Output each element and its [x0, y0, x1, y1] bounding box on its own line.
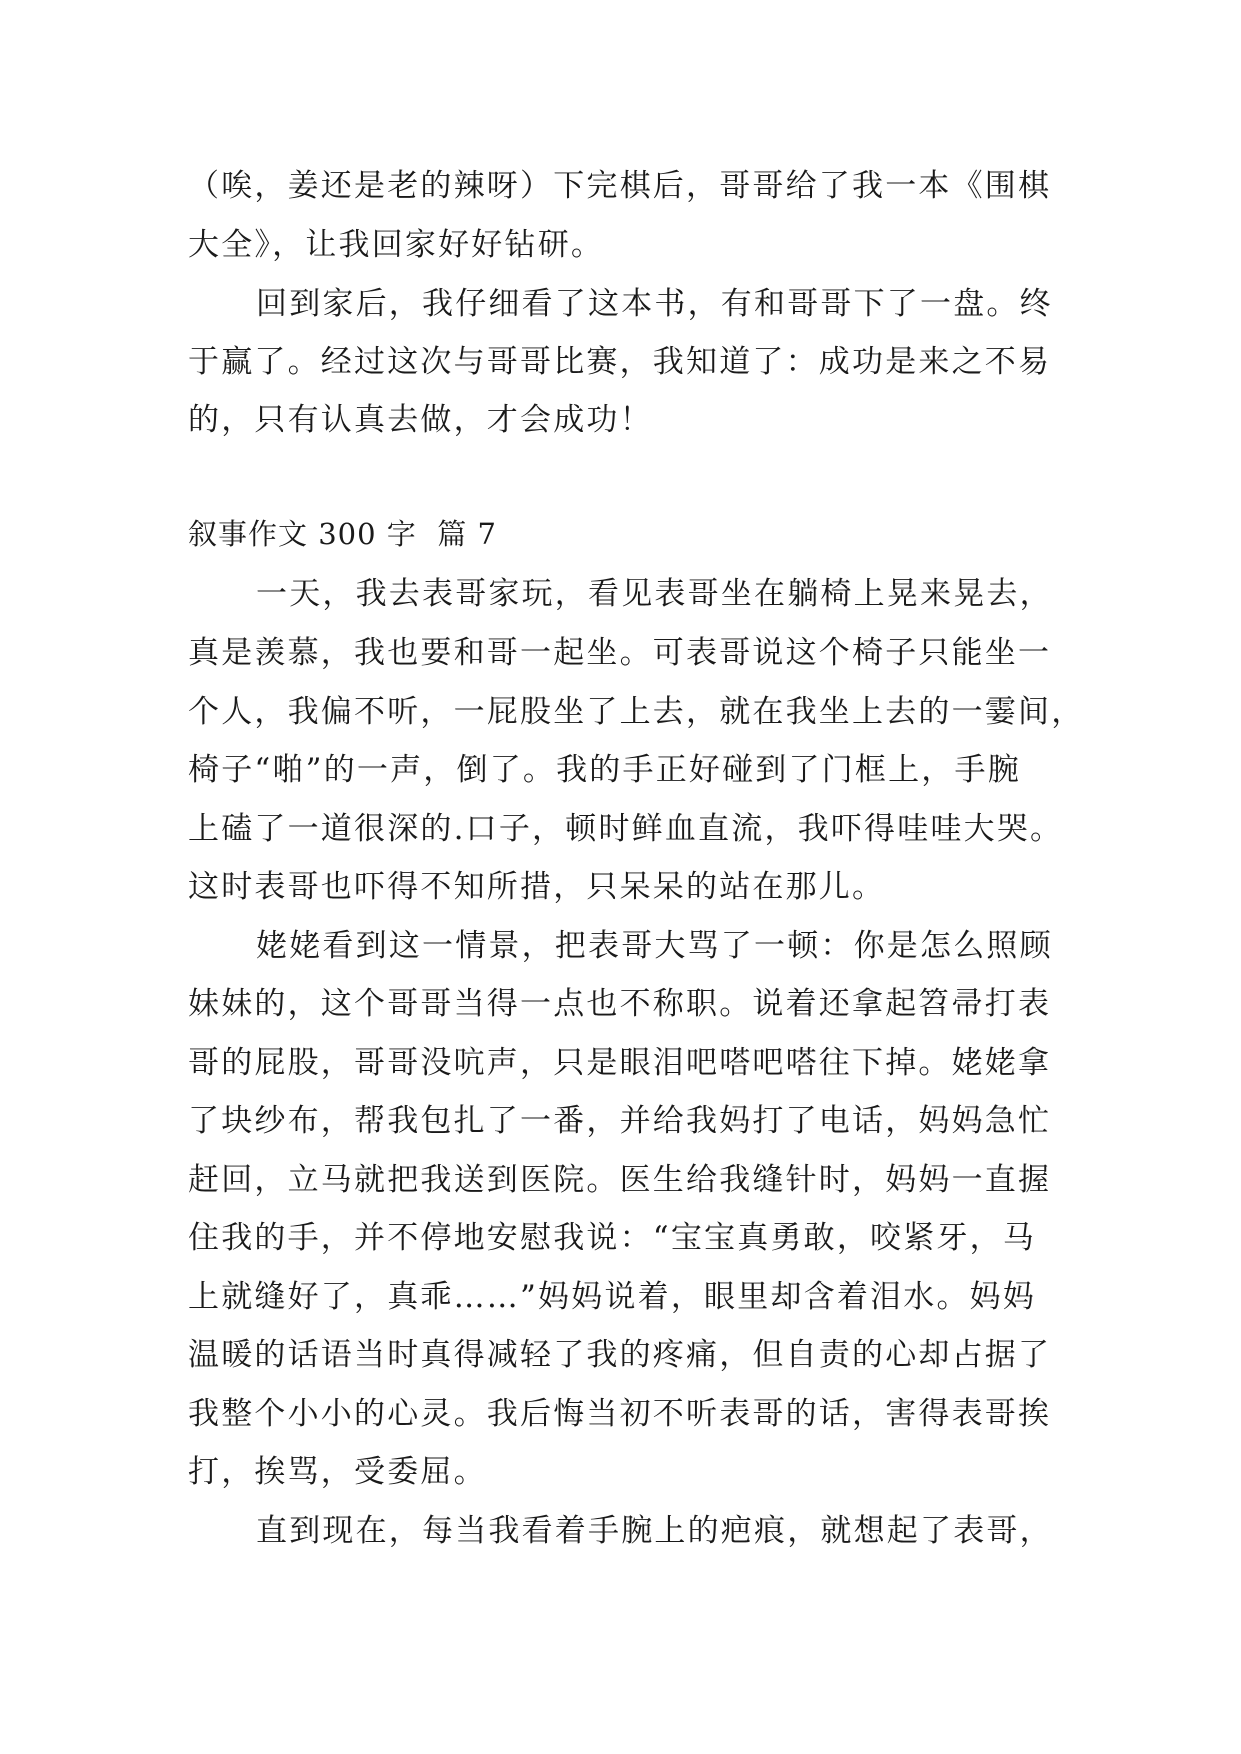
text-line: 我整个小小的心灵。我后悔当初不听表哥的话，害得表哥挨 — [188, 1396, 1052, 1432]
text-line: （唉，姜还是老的辣呀）下完棋后，哥哥给了我一本《围棋 — [188, 168, 1052, 204]
text-line: 上磕了一道很深的.口子，顿时鲜血直流，我吓得哇哇大哭。 — [188, 811, 1064, 847]
text-line: 打，挨骂，受委屈。 — [188, 1454, 487, 1490]
text-line: 于赢了。经过这次与哥哥比赛，我知道了：成功是来之不易 — [188, 344, 1052, 380]
text-line: 大全》，让我回家好好钻研。 — [188, 227, 605, 263]
text-line: 这时表哥也吓得不知所措，只呆呆的站在那儿。 — [188, 869, 886, 905]
paragraph-first-line: 一天，我去表哥家玩，看见表哥坐在躺椅上晃来晃去， — [256, 576, 1053, 612]
text-line: 椅子“啪”的一声，倒了。我的手正好碰到了门框上，手腕 — [188, 752, 1021, 788]
text-line: 的，只有认真去做，才会成功！ — [188, 402, 653, 438]
section-title: 叙事作文 300 字 篇 7 — [188, 517, 497, 551]
text-line: 了块纱布，帮我包扎了一番，并给我妈打了电话，妈妈急忙 — [188, 1103, 1052, 1139]
paragraph-first-line: 姥姥看到这一情景，把表哥大骂了一顿：你是怎么照顾 — [256, 928, 1053, 964]
text-line: 妹妹的，这个哥哥当得一点也不称职。说着还拿起笤帚打表 — [188, 986, 1052, 1022]
text-line: 个人，我偏不听，一屁股坐了上去，就在我坐上去的一霎间， — [188, 694, 1085, 730]
text-line: 上就缝好了，真乖……”妈妈说着，眼里却含着泪水。妈妈 — [188, 1279, 1037, 1315]
text-line: 赶回，立马就把我送到医院。医生给我缝针时，妈妈一直握 — [188, 1162, 1052, 1198]
text-line: 真是羡慕，我也要和哥一起坐。可表哥说这个椅子只能坐一 — [188, 635, 1052, 671]
text-line: 温暖的话语当时真得减轻了我的疼痛，但自责的心却占据了 — [188, 1337, 1052, 1373]
text-line: 住我的手，并不停地安慰我说：“宝宝真勇敢，咬紧牙，马 — [188, 1220, 1037, 1256]
paragraph-first-line: 回到家后，我仔细看了这本书，有和哥哥下了一盘。终 — [256, 286, 1053, 322]
paragraph-first-line: 直到现在，每当我看着手腕上的疤痕，就想起了表哥， — [256, 1513, 1053, 1549]
text-line: 哥的屁股，哥哥没吭声，只是眼泪吧嗒吧嗒往下掉。姥姥拿 — [188, 1045, 1052, 1081]
